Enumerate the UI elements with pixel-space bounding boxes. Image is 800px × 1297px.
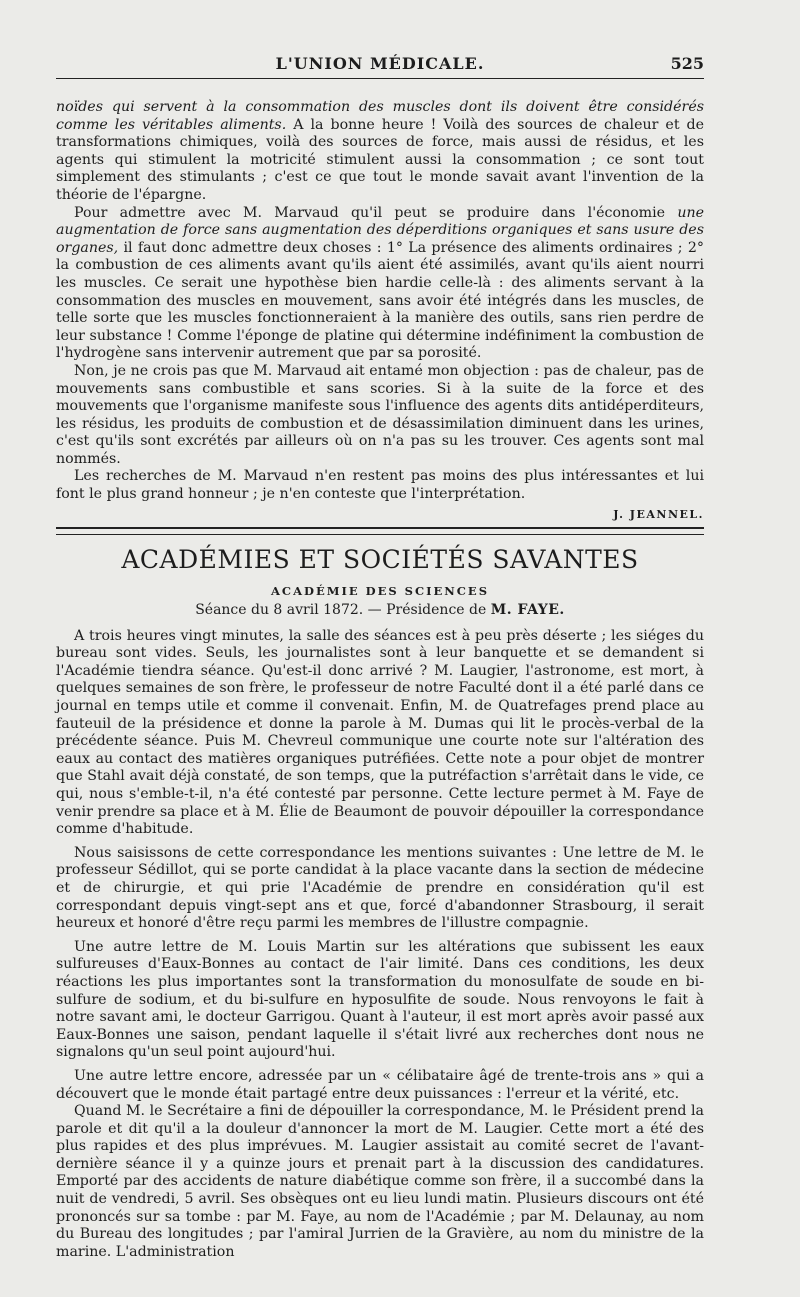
paragraph-text: il faut donc admettre deux choses : 1° La présence des aliments ordinaires ; 2° la combustion de ces aliments avant qu'ils aient été assimilés, avant qu'ils aient nourri les muscles. Ce serait une hypothèse bien hardie celle-là : des aliments servant à la consommation des muscles en mouvement, sans avoir été intégrés dans les muscles, de telle sorte que les muscles fonctionneraient à la manière des outils, sans rien perdre de leur substance ! Comme l'éponge de platine qui détermine indéfiniment la combustion de l'hydrogène sans intervenir autrement que par sa porosité. [56,239,704,362]
article-paragraph-4: Les recherches de M. Marvaud n'en restent pas moins des plus intéressantes et lui font le plus grand honneur ; je n'en conteste que l'interprétation. [56,468,704,503]
paragraph-text: A la bonne heure ! Voilà des sources de chaleur et de transformations chimiques, voilà des sources de force, mais aussi de résidus, et les agents qui stimulent la motricité stimulent aussi la consommation ; ce sont tout simplement des stimulants ; c'est ce que tout le monde savait avant l'invention de la théorie de l'épargne. [56,116,705,203]
section-paragraph-5: Quand M. le Secrétaire a fini de dépouiller la correspondance, M. le Président prend la parole et dit qu'il a la douleur d'annoncer la mort de M. Laugier. Cette mort a été des plus rapides et des plus imprévues. M. Laugier assistait au comité secret de l'avant-dernière séance il y a quinze jours et prenait part à la discussion des candidatures. Emporté par des accidents de nature diabétique comme son frère, il a succombé dans la nuit de vendredi, 5 avril. Ses obsèques ont eu lieu lundi matin. Plusieurs discours ont été prononcés sur sa tombe : par M. Faye, au nom de l'Académie ; par M. Delaunay, au nom du Bureau des longitudes ; par l'amiral Jurrien de la Gravière, au nom du ministre de la marine. L'administration [56,1103,704,1260]
italic-phrase: une augmentation de force sans augmentation des déperditions organiques et sans usure des organes, [56,204,704,256]
journal-title: L'UNION MÉDICALE. [275,54,485,73]
session-line [56,602,704,618]
section-paragraph-1: A trois heures vingt minutes, la salle des séances est à peu près déserte ; les siéges du bureau sont vides. Seuls, les journalistes sont à leur banquette et se demandent si l'Académie tiendra séance. Qu'est-il donc arrivé ? M. Laugier, l'astronome, est mort, à quelques semaines de son frère, le professeur de notre Faculté dont il a été parlé dans ce journal en temps utile et comme il convenait. Enfin, M. de Quatrefages prend place au fauteuil de la présidence et donne la parole à M. Dumas qui lit le procès-verbal de la précédente séance. Puis M. Chevreul communique une courte note sur l'altération des eaux au contact des matières organiques putréfiées. Cette note a pour objet de montrer que Stahl avait déjà constaté, de son temps, que la putréfaction s'arrêtait dans le vide, ce qui, nous s'emble-t-il, n'a été contesté par personne. Cette lecture permet à M. Faye de venir prendre sa place et à M. Élie de Beaumont de pouvoir dépouiller la correspondance comme d'habitude. [56,627,704,838]
article-paragraph-3: Non, je ne crois pas que M. Marvaud ait entamé mon objection : pas de chaleur, pas de mouvements sans combustible et sans scories. Si à la suite de la force et des mouvements que l'organisme manifeste sous l'influence des agents dits antidéperditeurs, les résidus, les produits de combustion et de désassimilation diminuent dans les urines, c'est qu'ils sont excrétés par ailleurs où on n'a pas su les trouver. Ces agents sont mal nommés. [56,362,704,467]
session-chair: M. FAYE. [490,601,565,618]
paragraph-text: Pour admettre avec M. Marvaud qu'il peut se produire dans l'économie [74,204,678,221]
article-paragraph-2 [56,205,704,363]
article-paragraph-1 [56,99,704,205]
section-divider [56,527,704,535]
section-title: ACADÉMIES ET SOCIÉTÉS SAVANTES [121,544,639,574]
page-content [56,52,704,1261]
session-date: Séance du 8 avril 1872. — Présidence de [195,601,491,618]
running-header [56,52,704,79]
section-paragraph-4: Une autre lettre encore, adressée par un « célibataire âgé de trente-trois ans » qui a découvert que le monde était partagé entre deux puissances : l'erreur et la vérité, etc. [56,1067,704,1102]
italic-phrase: noïdes qui servent à la consommation des muscles dont ils doivent être considérés comme les véritables aliments. [56,99,704,133]
page-number: 525 [670,54,704,73]
section-subtitle: ACADÉMIE DES SCIENCES [271,583,489,598]
section-paragraph-3: Une autre lettre de M. Louis Martin sur les altérations que subissent les eaux sulfureuses d'Eaux-Bonnes au contact de l'air limité. Dans ces conditions, les deux réactions les plus importantes sont la transformation du monosulfate de soude en bi-sulfure de sodium, et du bi-sulfure en hyposulfite de soude. Nous renvoyons le fait à notre savant ami, le docteur Garrigou. Quant à l'auteur, il est mort après avoir passé aux Eaux-Bonnes une saison, pendant laquelle il s'était livré aux recherches dont nous ne signalons qu'un seul point aujourd'hui. [56,938,704,1061]
section-paragraph-2: Nous saisissons de cette correspondance les mentions suivantes : Une lettre de M. le professeur Sédillot, qui se porte candidat à la place vacante dans la section de médecine et de chirurgie, et qui prie l'Académie de prendre en considération qu'il est correspondant depuis vingt-sept ans et que, forcé d'abandonner Strasbourg, il serait heureux et honoré d'être reçu parmi les membres de l'illustre compagnie. [56,844,704,932]
author-signature: J. JEANNEL. [613,507,704,521]
